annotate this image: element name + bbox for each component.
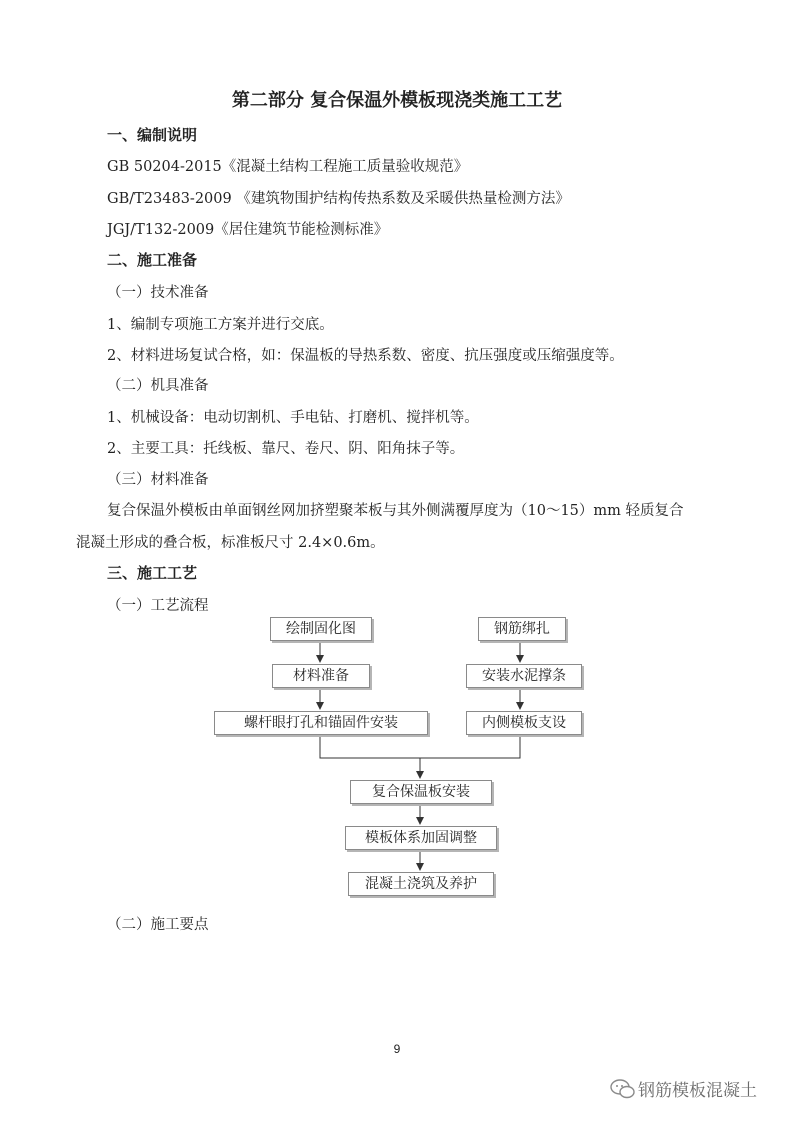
flow-step-material-prep: 材料准备	[272, 664, 370, 688]
flow-step-inner-formwork: 内侧模板支设	[466, 711, 582, 735]
list-item: 1、机械设备：电动切割机、手电钻、打磨机、搅拌机等。	[107, 410, 479, 426]
paragraph-line: 混凝土形成的叠合板，标准板尺寸 2.4×0.6m。	[76, 535, 385, 551]
paragraph-line: 复合保温外模板由单面钢丝网加挤塑聚苯板与其外侧满覆厚度为（10～15）mm 轻质复合	[107, 503, 684, 519]
subheading-materials: （三）材料准备	[107, 472, 209, 488]
section-heading-1: 一、编制说明	[107, 126, 198, 144]
subheading-tech: （一）技术准备	[107, 285, 209, 301]
reference-line: JGJ/T132-2009《居住建筑节能检测标准》	[107, 222, 389, 238]
subheading-machinery: （二）机具准备	[107, 378, 209, 394]
subheading-key-points: （二）施工要点	[107, 917, 209, 933]
reference-line: GB/T23483-2009 《建筑物围护结构传热系数及采暖供热量检测方法》	[107, 191, 570, 207]
wechat-icon	[610, 1078, 636, 1100]
page-title: 第二部分 复合保温外模板现浇类施工工艺	[231, 90, 563, 111]
flow-step-board-install: 复合保温板安装	[350, 780, 492, 804]
list-item: 2、主要工具：托线板、靠尺、卷尺、阴、阳角抹子等。	[107, 441, 465, 457]
flow-step-pour-cure: 混凝土浇筑及养护	[348, 872, 494, 896]
list-item: 2、材料进场复试合格，如：保温板的导热系数、密度、抗压强度或压缩强度等。	[107, 348, 624, 364]
merge-line	[320, 735, 520, 758]
watermark-text: 钢筋模板混凝土	[638, 1081, 757, 1101]
flow-step-drilling-anchors: 螺杆眼打孔和锚固件安装	[214, 711, 428, 735]
reference-line: GB 50204-2015《混凝土结构工程施工质量验收规范》	[107, 159, 469, 175]
flow-step-cement-braces: 安装水泥撑条	[466, 664, 582, 688]
section-heading-2: 二、施工准备	[107, 251, 198, 269]
section-heading-3: 三、施工工艺	[107, 564, 198, 582]
page-number: 9	[393, 1042, 401, 1056]
flow-step-rebar-binding: 钢筋绑扎	[478, 617, 566, 641]
flow-step-reinforce-adjust: 模板体系加固调整	[345, 826, 497, 850]
list-item: 1、编制专项施工方案并进行交底。	[107, 317, 334, 333]
subheading-process-flow: （一）工艺流程	[107, 598, 209, 614]
flow-step-draw-plan: 绘制固化图	[270, 617, 372, 641]
